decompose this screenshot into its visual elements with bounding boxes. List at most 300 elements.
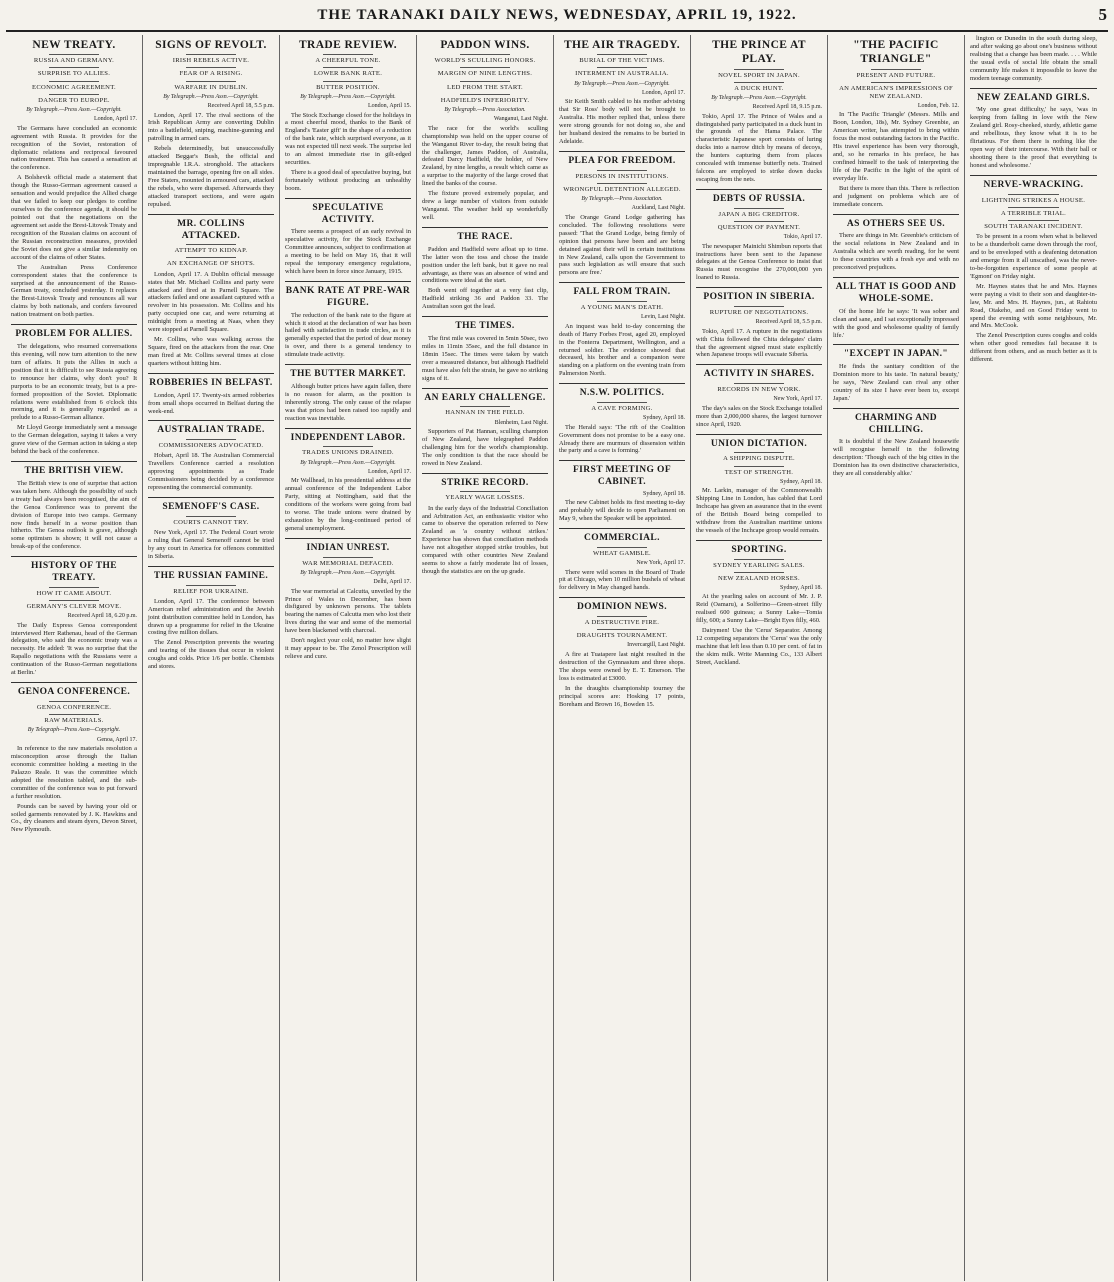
headline-rule bbox=[49, 600, 99, 601]
article-subheading: A CAVE FORMING. bbox=[591, 405, 653, 413]
article-dateline: New York, April 17. bbox=[636, 560, 685, 567]
article-headline: SPORTING. bbox=[731, 544, 787, 555]
article-divider bbox=[11, 461, 137, 462]
news-article bbox=[833, 282, 959, 339]
article-subheading: WORLD'S SCULLING HONORS. bbox=[434, 57, 536, 65]
article-divider bbox=[696, 540, 822, 541]
article-headline: PADDON WINS. bbox=[440, 39, 530, 51]
news-article bbox=[559, 465, 685, 523]
article-paragraph: Mr. Haynes states that he and Mrs. Haynes were paying a visit to their son and daughter-in-law, Mr. and Mrs. H. Haynes, jun., at Rahiotu Road, Otakeho, and on Good Friday went to spend the evening with some neighbours, Mr. and Mrs. McCook. bbox=[970, 282, 1097, 330]
article-subheading: A SHIPPING DISPUTE. bbox=[723, 455, 795, 463]
article-subheading: RELIEF FOR UKRAINE. bbox=[173, 587, 249, 595]
article-subheading: DRAUGHTS TOURNAMENT. bbox=[576, 632, 668, 640]
article-subheading: INTERMENT IN AUSTRALIA. bbox=[575, 70, 669, 78]
news-article bbox=[148, 378, 274, 416]
news-article bbox=[696, 194, 822, 282]
article-dateline: Sydney, April 18. bbox=[643, 490, 685, 497]
page-number: 5 bbox=[1098, 5, 1108, 24]
article-headline: GENOA CONFERENCE. bbox=[17, 687, 131, 698]
news-article bbox=[559, 287, 685, 378]
headline-rule bbox=[734, 466, 784, 467]
article-subheading: LED FROM THE START. bbox=[447, 83, 523, 91]
article-divider bbox=[696, 287, 822, 288]
article-paragraph: He finds the sanitary condition of the Dominion more to his taste. 'In natural beauty,' he says, 'New Zealand can rival any other country of its size I have ever been to, except Japan.' bbox=[833, 363, 959, 402]
article-divider bbox=[148, 566, 274, 567]
article-divider bbox=[285, 364, 411, 365]
headline-rule bbox=[460, 94, 510, 95]
article-paragraph: Pounds can be saved by having your old or soiled garments renovated by J. K. Hawkins and Co., dry cleaners and steam dyers, Devon Street, New Plymouth. bbox=[11, 802, 137, 834]
newspaper-column bbox=[143, 35, 280, 1281]
article-paragraph: A fire at Tuatapere last night resulted in the destruction of the Gymnasium and three shops. The shops were owned by E. T. Emerson. The loss is estimated at £3000. bbox=[559, 650, 685, 682]
article-headline: THE RUSSIAN FAMINE. bbox=[153, 570, 269, 581]
headline-rule bbox=[597, 616, 647, 617]
article-dateline: Sydney, April 18. bbox=[780, 478, 822, 485]
article-byline: By Telegraph.—Press Assn.—Copyright. bbox=[574, 80, 670, 87]
article-headline: INDEPENDENT LABOR. bbox=[290, 432, 406, 443]
article-dateline: Invercargill, Last Night. bbox=[627, 642, 685, 649]
article-headline: "EXCEPT IN JAPAN." bbox=[843, 349, 949, 360]
news-article bbox=[285, 38, 411, 193]
headline-rule bbox=[734, 69, 784, 70]
article-paragraph: Both went off together at a very fast clip, Hadfield striking 36 and Paddon 33. The Australian soon got the lead. bbox=[422, 287, 548, 311]
article-paragraph: Mr. Collins, who was walking across the Square, fired on the attackers from the rear. One man fired at Mr. Collins several times at close quarters without hitting him. bbox=[148, 336, 274, 367]
article-paragraph: Sir Keith Smith cabled to his mother advising that Sir Ross' body will not be brought to Australia. His mother replied that, unless there were strong grounds for not doing so, she and her husband desired the remains to be buried in Adelaide. bbox=[559, 98, 685, 146]
news-article bbox=[148, 571, 274, 671]
news-article bbox=[696, 439, 822, 535]
article-paragraph: Don't neglect your cold, no matter how slight it may appear to be. The Zenol Prescription will relieve and cure. bbox=[285, 637, 411, 661]
article-headline: FALL FROM TRAIN. bbox=[573, 287, 671, 298]
headline-rule bbox=[1008, 220, 1059, 221]
article-byline: By Telegraph.—Press Assn.—Copyright. bbox=[300, 459, 396, 466]
article-paragraph: In the early days of the Industrial Conciliation and Arbitration Act, an enthusiastic visitor who came to observe the operation referred to New Zealand as 'a country without strikes.' Experience has shown that conciliation methods have not altogether stopped strike troubles, but compared with other countries New Zealand seems to show a fairly moderate list of losses, though the statistics are on the up grade. bbox=[422, 504, 548, 576]
article-paragraph: The fixture proved extremely popular, and drew a large number of visitors from outside Wanganui. The weather held up wonderfully well. bbox=[422, 190, 548, 221]
article-paragraph: The Germans have concluded an economic agreement with Russia. It provides for the recognition of the Soviet, restoration of diplomatic relations and reciprocal favoured nation treatment. This has caused a sensation at the conference. bbox=[11, 124, 137, 172]
article-dateline: Sydney, April 18. bbox=[780, 584, 822, 591]
article-subheading: HANNAN IN THE FIELD. bbox=[445, 409, 525, 417]
news-article bbox=[696, 292, 822, 359]
article-paragraph: Dairymen! Use the 'Cerus' Separator. Among 12 competing separators the 'Cerus' was the only machine that left less than 0.10 per cent. of fat in the skim milk. Write Manning Co., 133 Albert Street, Auckland. bbox=[696, 627, 822, 666]
headline-rule bbox=[323, 557, 373, 558]
article-divider bbox=[422, 316, 548, 317]
article-paragraph: The Daily Express Genoa correspondent interviewed Herr Rathenau, head of the German delegation, who said the economic treaty was a necessity. He added: 'It was no surprise that the Rapallo negotiations with the Russians were a continuation of the Russo-German negotiations at Berlin.' bbox=[11, 621, 137, 677]
newspaper-column bbox=[417, 35, 554, 1281]
article-subheading: SURPRISE TO ALLIES. bbox=[37, 70, 111, 78]
news-article bbox=[11, 687, 137, 834]
headline-rule bbox=[597, 54, 647, 55]
article-divider bbox=[422, 473, 548, 474]
article-subheading: SOUTH TARANAKI INCIDENT. bbox=[984, 223, 1083, 230]
article-paragraph: The Stock Exchange closed for the holidays in a most cheerful mood, thanks to the Bank of England's 'Easter gift' in the shape of a reduction of the bank rate, which surprised everyone, as it was not expected till next week. The surprise led to an almost immediate rise in gilt-edged securities. bbox=[285, 111, 411, 167]
article-paragraph: New York, April 17. The Federal Court wrote a ruling that General Semenoff cannot be tried by any court in America for offences committed in Siberia. bbox=[148, 529, 274, 560]
headline-rule bbox=[49, 701, 99, 702]
headline-rule bbox=[597, 183, 647, 184]
article-divider bbox=[148, 497, 274, 498]
article-dateline: London, April 17. bbox=[94, 116, 137, 123]
article-divider bbox=[559, 151, 685, 152]
headline-rule bbox=[49, 67, 99, 68]
article-headline: THE BUTTER MARKET. bbox=[290, 369, 406, 380]
news-article bbox=[148, 502, 274, 561]
headline-rule bbox=[186, 516, 236, 517]
headline-rule bbox=[323, 81, 373, 82]
article-divider bbox=[422, 227, 548, 228]
article-subheading: AN AMERICAN'S IMPRESSIONS OF NEW ZEALAND. bbox=[839, 84, 953, 100]
article-divider bbox=[11, 324, 137, 325]
article-headline: THE BRITISH VIEW. bbox=[24, 466, 124, 477]
news-article bbox=[285, 203, 411, 276]
article-headline: SEMENOFF'S CASE. bbox=[162, 502, 260, 513]
news-article bbox=[696, 38, 822, 184]
article-subheading: RECORDS IN NEW YORK. bbox=[717, 386, 801, 394]
news-article bbox=[970, 35, 1097, 83]
article-dateline: London, April 17. bbox=[642, 89, 685, 96]
newspaper-title: THE TARANAKI DAILY NEWS, WEDNESDAY, APRIL 19, 1922. bbox=[317, 6, 797, 23]
article-subheading: BUTTER POSITION. bbox=[316, 83, 380, 91]
headline-rule bbox=[186, 54, 236, 55]
article-paragraph: Mr Lloyd George immediately sent a message to the German delegation, saying it takes a very grave view of the German action in taking a step behind the back of the conference. bbox=[11, 424, 137, 456]
article-dateline: Received April 18, 5.5 p.m. bbox=[755, 319, 822, 326]
news-article bbox=[11, 38, 137, 319]
article-paragraph: There seems a prospect of an early revival in speculative activity, for the Stock Exchange Committee announces, subject to confirmation at a meeting to be held on May 16, that it will repeal the temporary emergency regulations, which have been in force since January, 1915. bbox=[285, 228, 411, 276]
news-article bbox=[422, 478, 548, 576]
news-article bbox=[422, 321, 548, 382]
article-headline: THE TIMES. bbox=[455, 321, 515, 332]
article-paragraph: Rebels determinedly, but unsuccessfully attacked Beggar's Bush, the official and impregnable I.R.A. stronghold. The attackers maintained the barrage, opening fire on all sides. Free Staters, mounted in armoured cars, attacked the rebels, who were dispersed. Afterwards they attacked transport sections, and were again repulsed. bbox=[148, 145, 274, 208]
article-subheading: LOWER BANK RATE. bbox=[313, 70, 383, 78]
article-subheading: TEST OF STRENGTH. bbox=[724, 468, 794, 476]
article-paragraph: But there is more than this. There is reflection and judgment on problems which are of immediate concern. bbox=[833, 184, 959, 208]
headline-rule bbox=[186, 257, 236, 258]
headline-rule bbox=[49, 714, 99, 715]
article-headline: FIRST MEETING OF CABINET. bbox=[572, 465, 672, 488]
article-subheading: A CHEERFUL TONE. bbox=[315, 57, 381, 65]
headline-rule bbox=[460, 54, 510, 55]
article-paragraph: Mr Wallhead, in his presidential address at the annual conference of the Independent Labor Party, sitting at Nottingham, said that the conditions of the workers were going from bad to worse. The trade unions were drained by exhaustion by the long-continued period of general unemployment. bbox=[285, 477, 411, 532]
article-paragraph: Supporters of Pat Hannan, sculling champion of New Zealand, have telegraphed Paddon challenging him for the world's championship. The only condition is that the race should be rowed in New Zealand. bbox=[422, 427, 548, 467]
article-divider bbox=[559, 597, 685, 598]
article-dateline: Wanganui, Last Night. bbox=[493, 116, 548, 123]
article-paragraph: The race for the world's sculling championship was held on the upper course of the Wanganui River to-day, the result being that the challenger, James Paddon, of Australia, defeated Darcy Hadfield, the holder, of New Zealand, by nine lengths, a result which came as a surprise to the majority of the large crowd that lined the banks of the course. bbox=[422, 124, 548, 188]
article-subheading: RAW MATERIALS. bbox=[44, 717, 104, 725]
article-headline: N.S.W. POLITICS. bbox=[579, 388, 665, 399]
headline-rule bbox=[734, 82, 784, 83]
article-subheading: HOW IT CAME ABOUT. bbox=[36, 589, 112, 597]
article-paragraph: The Zenol Prescription prevents the wearing and tearing of the tissues that occur in violent coughs and colds. Price 1/6 per bottle. Chemists and stores. bbox=[148, 639, 274, 671]
article-subheading: FEAR OF A RISING. bbox=[179, 70, 243, 78]
article-paragraph: London, April 17. Twenty-six armed robberies from small shops occurred in Belfast during the week-end. bbox=[148, 391, 274, 415]
article-subheading: A DUCK HUNT. bbox=[734, 84, 784, 92]
article-headline: PLEA FOR FREEDOM. bbox=[568, 155, 676, 166]
headline-rule bbox=[460, 406, 510, 407]
headline-rule bbox=[49, 94, 99, 95]
article-dateline: London, April 17. bbox=[368, 468, 411, 475]
article-dateline: Blenheim, Last Night. bbox=[494, 419, 548, 426]
news-article bbox=[148, 38, 274, 209]
article-dateline: Auckland, Last Night. bbox=[631, 205, 685, 212]
article-headline: TRADE REVIEW. bbox=[298, 39, 398, 51]
news-article bbox=[148, 219, 274, 368]
article-subheading: TRADES UNIONS DRAINED. bbox=[302, 449, 394, 457]
headline-rule bbox=[597, 170, 647, 171]
headline-rule bbox=[1008, 194, 1059, 195]
article-byline: By Telegraph.—Press Assn.—Copyright. bbox=[26, 106, 122, 113]
article-divider bbox=[559, 460, 685, 461]
news-article bbox=[11, 561, 137, 677]
article-paragraph: Mr. Larkin, manager of the Commonwealth Shipping Line in London, has cabled that Lord Inchcape has given an assurance that in the event of the British Board being compelled to withdraw from the Australian maritime unions the vessels of the Inchcape group would remain. bbox=[696, 487, 822, 534]
headline-rule bbox=[1008, 207, 1059, 208]
article-headline: NEW TREATY. bbox=[32, 39, 116, 51]
news-article bbox=[833, 349, 959, 402]
news-article bbox=[422, 38, 548, 222]
headline-rule bbox=[734, 383, 784, 384]
article-subheading: WARFARE IN DUBLIN. bbox=[174, 83, 248, 91]
article-dateline: London, Feb. 12. bbox=[917, 103, 959, 110]
news-article bbox=[285, 369, 411, 422]
article-headline: ALL THAT IS GOOD AND WHOLE-SOME. bbox=[835, 282, 957, 304]
article-headline: AUSTRALIAN TRADE. bbox=[157, 425, 265, 436]
article-headline: THE PRINCE AT PLAY. bbox=[712, 39, 806, 66]
article-subheading: GENOA CONFERENCE. bbox=[36, 703, 112, 711]
news-article bbox=[970, 180, 1097, 364]
article-paragraph: The delegations, who resumed conversations this evening, will now turn attention to the new turn of affairs. It puts the Allies in such a position that it is difficult to see Russia agreeing to renounce her claims, why don't you? It purports to be an economic treaty, but is a pre-formed proposition of the Soviet. Diplomatic relations were established from 6 o'clock this morning, and it is generally regarded as a prelude to a Russo-German alliance. bbox=[11, 342, 137, 422]
article-subheading: PRESENT AND FUTURE. bbox=[856, 71, 936, 79]
article-headline: NERVE-WRACKING. bbox=[983, 179, 1084, 190]
article-headline: STRIKE RECORD. bbox=[441, 477, 529, 488]
article-paragraph: Paddon and Hadfield were afloat up to time. The latter won the toss and chose the inside position under the left bank, but it gave no real advantage, as there was an absence of wind and conditions were ideal at the start. bbox=[422, 245, 548, 285]
article-subheading: DANGER TO EUROPE. bbox=[38, 96, 110, 104]
article-subheading: WAR MEMORIAL DEFACED. bbox=[302, 559, 394, 567]
news-article bbox=[285, 286, 411, 359]
article-paragraph: There is a good deal of speculative buying, but fortunately without producing an unhealthy boom. bbox=[285, 169, 411, 192]
article-subheading: ATTEMPT TO KIDNAP. bbox=[174, 247, 248, 255]
article-paragraph: London, April 17. The conference between American relief administration and the Jewish joint distribution committee held in London, has drawn up a programme for relief in the Ukraine costing five million dollars. bbox=[148, 597, 274, 637]
news-article bbox=[559, 156, 685, 277]
article-byline: By Telegraph.—Press Assn.—Copyright. bbox=[300, 569, 396, 576]
article-headline: POSITION IN SIBERIA. bbox=[703, 292, 815, 303]
news-article bbox=[833, 38, 959, 209]
newspaper-column bbox=[691, 35, 828, 1281]
headline-rule bbox=[734, 572, 784, 573]
article-headline: DEBTS OF RUSSIA. bbox=[712, 194, 806, 205]
article-headline: CHARMING AND CHILLING. bbox=[854, 412, 938, 435]
article-paragraph: London, April 17. The rival sections of the Irish Republican Army are converting Dublin into a battlefield, sniping, machine-gunning and patrolling in armed cars. bbox=[148, 111, 274, 143]
article-paragraph: To be present in a room when what is believed to be a thunderbolt came down through the roof, and to be enveloped with a deafening detonation and emerge from it all unscathed, was the never-to-be-forgotten experience of some people at 'Egmont' on Friday night. bbox=[970, 233, 1097, 280]
article-headline: NEW ZEALAND GIRLS. bbox=[977, 92, 1090, 103]
headline-rule bbox=[460, 491, 510, 492]
article-divider bbox=[11, 682, 137, 683]
headline-rule bbox=[49, 81, 99, 82]
article-paragraph: In the draughts championship tourney the principal scores are: Hosking 17 points, Boreham and Brown 16, Bowden 15. bbox=[559, 684, 685, 708]
headline-rule bbox=[460, 67, 510, 68]
article-divider bbox=[285, 538, 411, 539]
article-subheading: QUESTION OF PAYMENT. bbox=[717, 223, 801, 231]
article-paragraph: Tokio, April 17. A rupture in the negotiations with Chita followed the Chita delegates' claim that the agreement signed must state explicitly when Japanese troops will evacuate Siberia. bbox=[696, 327, 822, 359]
news-article bbox=[559, 602, 685, 708]
news-article bbox=[11, 329, 137, 456]
article-divider bbox=[559, 383, 685, 384]
article-byline: By Telegraph.—Press Assn.—Copyright. bbox=[711, 94, 807, 101]
article-byline: By Telegraph.—Press Assn.—Copyright. bbox=[300, 93, 396, 100]
article-paragraph: The Herald says: 'The rift of the Coalition Government does not promise to be a easy one. Already there are murmurs of dissension within the party and a cave is forming.' bbox=[559, 423, 685, 455]
news-article bbox=[422, 393, 548, 468]
article-paragraph: Hobart, April 18. The Australian Commercial Travellers Conference carried a resolution approving appointments as Trade Commissioners being decided by a conference representing the commercial community. bbox=[148, 452, 274, 492]
article-paragraph: The day's sales on the Stock Exchange totalled more than 2,000,000 shares, the largest turnover since April, 1920. bbox=[696, 404, 822, 428]
newspaper-column bbox=[965, 35, 1102, 1281]
news-article bbox=[559, 533, 685, 592]
headline-rule bbox=[323, 446, 373, 447]
headline-rule bbox=[186, 439, 236, 440]
article-paragraph: The Zenol Prescription cures coughs and colds when other good remedies fail because it is different from others, and as much better as it is different. bbox=[970, 332, 1097, 364]
article-divider bbox=[833, 344, 959, 345]
headline-rule bbox=[734, 208, 784, 209]
article-subheading: IRISH REBELS ACTIVE. bbox=[172, 57, 250, 65]
headline-rule bbox=[460, 81, 510, 82]
article-paragraph: An inquest was held to-day concerning the death of Harry Forbes Frost, aged 20, employed in the Fonterra Department, Wellington, and a returned soldier. The evidence showed that deceased, his brother and a companion were standing on a platform on the evening train from Palmerston North. bbox=[559, 322, 685, 378]
article-dateline: Received April 18, 5.5 p.m. bbox=[207, 103, 274, 110]
headline-rule bbox=[871, 82, 921, 83]
article-dateline: Received April 18, 9.15 p.m. bbox=[752, 104, 822, 111]
article-paragraph: At the yearling sales on account of Mr. J. P. Reid (Oamaru), a Solferino—Green-street filly realised 600 guineas; a Sunny Lake—Tomia filly, 600; a Sunny Lake—Bright Eyes filly, 460. bbox=[696, 593, 822, 625]
article-headline: AN EARLY CHALLENGE. bbox=[424, 392, 546, 403]
article-subheading: WHEAT GAMBLE. bbox=[593, 549, 651, 557]
article-paragraph: London, April 17. A Dublin official message states that Mr. Michael Collins and party were attacked and fired at in Parnell Square. The attackers failed and one assailant captured with a revolver in his possession. Mr. Collins and his party occupied one car, and were returning at midnight from a meeting at Naas, when they were stopped at Parnell Square. bbox=[148, 270, 274, 334]
headline-rule bbox=[871, 69, 921, 70]
news-article bbox=[559, 388, 685, 455]
headline-rule bbox=[186, 585, 236, 586]
article-subheading: NEW ZEALAND HORSES. bbox=[718, 574, 800, 582]
article-divider bbox=[696, 189, 822, 190]
newspaper-column bbox=[554, 35, 691, 1281]
article-byline: By Telegraph.—Press Association. bbox=[444, 106, 526, 113]
article-paragraph: The newspaper Mainichi Shimbun reports that instructions have been sent to the Japanese delegates at the Genoa Conference to insist that Russia must recognise the 270,000,000 yen loaned to Russia. bbox=[696, 242, 822, 282]
news-article bbox=[696, 545, 822, 667]
headline-rule bbox=[734, 221, 784, 222]
headline-rule bbox=[734, 306, 784, 307]
article-paragraph: The first mile was covered in 5min 50sec, two miles in 11min 35sec, and the full distance in 18min 15sec. The times were taken by watch over a measured distance, but although Hadfield must have also felt the strain, he gave no striking signs of it. bbox=[422, 334, 548, 382]
article-divider bbox=[285, 281, 411, 282]
article-divider bbox=[148, 420, 274, 421]
article-paragraph: In reference to the raw materials resolution a misconception arose through the Italian economic committee holding a meeting in the Palazzo Reale. It was the committee which adopted the resolution tabled, and the sub-committee of the conference was to put forward a further resolution. bbox=[11, 745, 137, 800]
headline-rule bbox=[734, 452, 784, 453]
article-subheading: A YOUNG MAN'S DEATH. bbox=[580, 304, 664, 312]
article-divider bbox=[148, 214, 274, 215]
article-subheading: ECONOMIC AGREEMENT. bbox=[32, 83, 116, 91]
article-paragraph: Tokio, April 17. The Prince of Wales and a distinguished party participated in a duck hunt in the grounds of the Hama Palace. The characteristic Japanese sport consists of luring ducks into a narrow ditch by means of decoys, the hunters capturing them from places concealed with immense butterfly nets. Trained falcons are employed to strike down ducks escaping from the nets. bbox=[696, 112, 822, 184]
headline-rule bbox=[597, 547, 647, 548]
article-headline: "THE PACIFIC TRIANGLE" bbox=[853, 39, 939, 66]
article-headline: ROBBERIES IN BELFAST. bbox=[149, 377, 273, 388]
article-divider bbox=[970, 88, 1097, 89]
article-divider bbox=[559, 282, 685, 283]
news-article bbox=[422, 232, 548, 311]
headline-rule bbox=[49, 54, 99, 55]
article-paragraph: The war memorial at Calcutta, unveiled by the Prince of Wales in December, has been disfigured by unknown persons. The tablets bearing the names of Calcutta men who lost their lives during the war and some of the memorial have been blackened with charcoal. bbox=[285, 587, 411, 635]
article-subheading: A TERRIBLE TRIAL. bbox=[1000, 209, 1067, 217]
article-headline: BANK RATE AT PRE-WAR FIGURE. bbox=[285, 286, 411, 308]
article-byline: By Telegraph.—Press Association. bbox=[581, 196, 663, 203]
article-paragraph: The Orange Grand Lodge gathering has concluded. The following resolutions were passed: 'That the Grand Lodge, being firmly of opinion that persons have been and are being detained against their will in certain institutions in New Zealand, calls upon the Government to pass such legislation as will ensure that such persons are free.' bbox=[559, 213, 685, 277]
article-divider bbox=[833, 408, 959, 409]
article-subheading: COURTS CANNOT TRY. bbox=[173, 518, 249, 526]
article-paragraph: lington or Dunedin in the south during sleep, and after waking go about one's business without realising that a change has been made. . . . While the usual evils of social life obtain the small community life makes it impossible to leave the modern teenage community. bbox=[970, 35, 1097, 82]
article-dateline: Genoa, April 17. bbox=[97, 736, 137, 743]
article-dateline: Received April 18, 6.20 p.m. bbox=[67, 613, 137, 620]
article-divider bbox=[148, 373, 274, 374]
article-headline: THE AIR TRAGEDY. bbox=[563, 39, 680, 51]
article-subheading: PERSONS IN INSTITUTIONS. bbox=[575, 172, 669, 180]
article-subheading: AN EXCHANGE OF SHOTS. bbox=[167, 260, 255, 268]
article-paragraph: The reduction of the bank rate to the figure at which it stood at the declaration of war has been hailed with satisfaction in trade circles, as it is generally expected that the period of dear money is over, and there is a general tendency to stimulate trade activity. bbox=[285, 311, 411, 359]
article-divider bbox=[833, 277, 959, 278]
article-subheading: RUPTURE OF NEGOTIATIONS. bbox=[709, 309, 809, 317]
headline-rule bbox=[597, 301, 647, 302]
article-headline: PROBLEM FOR ALLIES. bbox=[15, 329, 133, 340]
article-subheading: YEARLY WAGE LOSSES. bbox=[445, 494, 525, 502]
article-divider bbox=[422, 388, 548, 389]
article-headline: SIGNS OF REVOLT. bbox=[155, 39, 267, 51]
article-paragraph: Of the home life he says: 'It was sober and clean and sane, and I sat exceptionally impressed with the good and wholesome quality of family life.' bbox=[833, 307, 959, 339]
article-paragraph: Although butter prices have again fallen, there is no reason for alarm, as the position is inherently strong. The only cause of the relapse was that prices had been raised too rapidly and reaction was inevitable. bbox=[285, 382, 411, 422]
article-paragraph: The British view is one of surprise that action was taken here. Although the possibility of such a treaty had always been recognised, the aim of the Genoa Conference was to prevent the division of Europe into two camps. Germany now finds herself in a worse position than hitherto. The Genoa outlook is grave, although some optimism is shown; it will not cause a break-up of the conference. bbox=[11, 479, 137, 551]
news-article bbox=[285, 433, 411, 533]
article-subheading: JAPAN A BIG CREDITOR. bbox=[718, 210, 800, 218]
article-divider bbox=[285, 428, 411, 429]
article-byline: By Telegraph.—Press Assn.—Copyright. bbox=[163, 93, 259, 100]
article-divider bbox=[285, 198, 411, 199]
news-article bbox=[11, 466, 137, 551]
article-dateline: Sydney, April 18. bbox=[643, 415, 685, 422]
headline-rule bbox=[186, 67, 236, 68]
headline-rule bbox=[186, 244, 236, 245]
article-headline: ACTIVITY IN SHARES. bbox=[703, 369, 815, 380]
article-dateline: Tokio, April 17. bbox=[783, 234, 822, 241]
article-paragraph: It is doubtful if the New Zealand housewife will recognise herself in the following description: 'Though each of the big cities in the Dominion has its own distinctive characteristics, they are all considerably alike.' bbox=[833, 438, 959, 478]
headline-rule bbox=[323, 54, 373, 55]
article-headline: SPECULATIVE ACTIVITY. bbox=[312, 202, 384, 225]
newspaper-column bbox=[280, 35, 417, 1281]
news-article bbox=[559, 38, 685, 146]
article-subheading: LIGHTNING STRIKES A HOUSE. bbox=[981, 196, 1086, 204]
headline-rule bbox=[49, 587, 99, 588]
article-paragraph: In 'The Pacific Triangle' (Messrs. Mills and Boon, London, 18s), Mr. Sydney Greenbie, an American writer, has attempted to bring within focus the most outstanding factors in the Pacific. His travel experience has been very thorough, and, so he remarks in his preface, he has confined himself to the task of interpreting the life of the Pacific in the light of the spirit of everyday life. bbox=[833, 111, 959, 182]
masthead bbox=[6, 0, 1108, 32]
article-headline: THE RACE. bbox=[457, 231, 513, 242]
article-paragraph: The Australian Press Conference correspondent states that the conference is surprised at the announcement of the Russo-German treaty, concluded yesterday. It replaces the Brest-Litovsk Treaty and renounces all war claims by both nationals, and confers favoured nation treatment on both parties. bbox=[11, 263, 137, 319]
article-paragraph: There are things in Mr. Greenbie's criticism of the social relations in New Zealand and in Australia which are worth reading, for he went to these countries with a fresh eye and with no preconceived prejudices. bbox=[833, 232, 959, 272]
news-article bbox=[285, 543, 411, 661]
article-subheading: HADFIELD'S INFERIORITY. bbox=[440, 96, 530, 104]
article-subheading: BURIAL OF THE VICTIMS. bbox=[579, 57, 665, 65]
article-headline: COMMERCIAL. bbox=[584, 533, 660, 544]
headline-rule bbox=[186, 81, 236, 82]
article-dateline: Levin, Last Night. bbox=[641, 314, 685, 321]
article-divider bbox=[559, 528, 685, 529]
article-divider bbox=[833, 214, 959, 215]
article-headline: UNION DICTATION. bbox=[710, 438, 808, 449]
article-dateline: London, April 15. bbox=[368, 103, 411, 110]
news-article bbox=[833, 219, 959, 272]
article-headline: INDIAN UNREST. bbox=[306, 542, 390, 553]
article-headline: HISTORY OF THE TREATY. bbox=[30, 561, 118, 584]
article-dateline: New York, April 17. bbox=[773, 396, 822, 403]
newspaper-column bbox=[6, 35, 143, 1281]
article-paragraph: The new Cabinet holds its first meeting to-day and probably will decide to open Parliament on May 9, when the Speaker will be appointed. bbox=[559, 499, 685, 523]
headline-rule bbox=[597, 402, 647, 403]
article-subheading: WRONGFUL DETENTION ALLEGED. bbox=[563, 185, 681, 193]
article-dateline: Delhi, April 17. bbox=[373, 579, 411, 586]
headline-rule bbox=[323, 67, 373, 68]
news-article bbox=[148, 425, 274, 492]
